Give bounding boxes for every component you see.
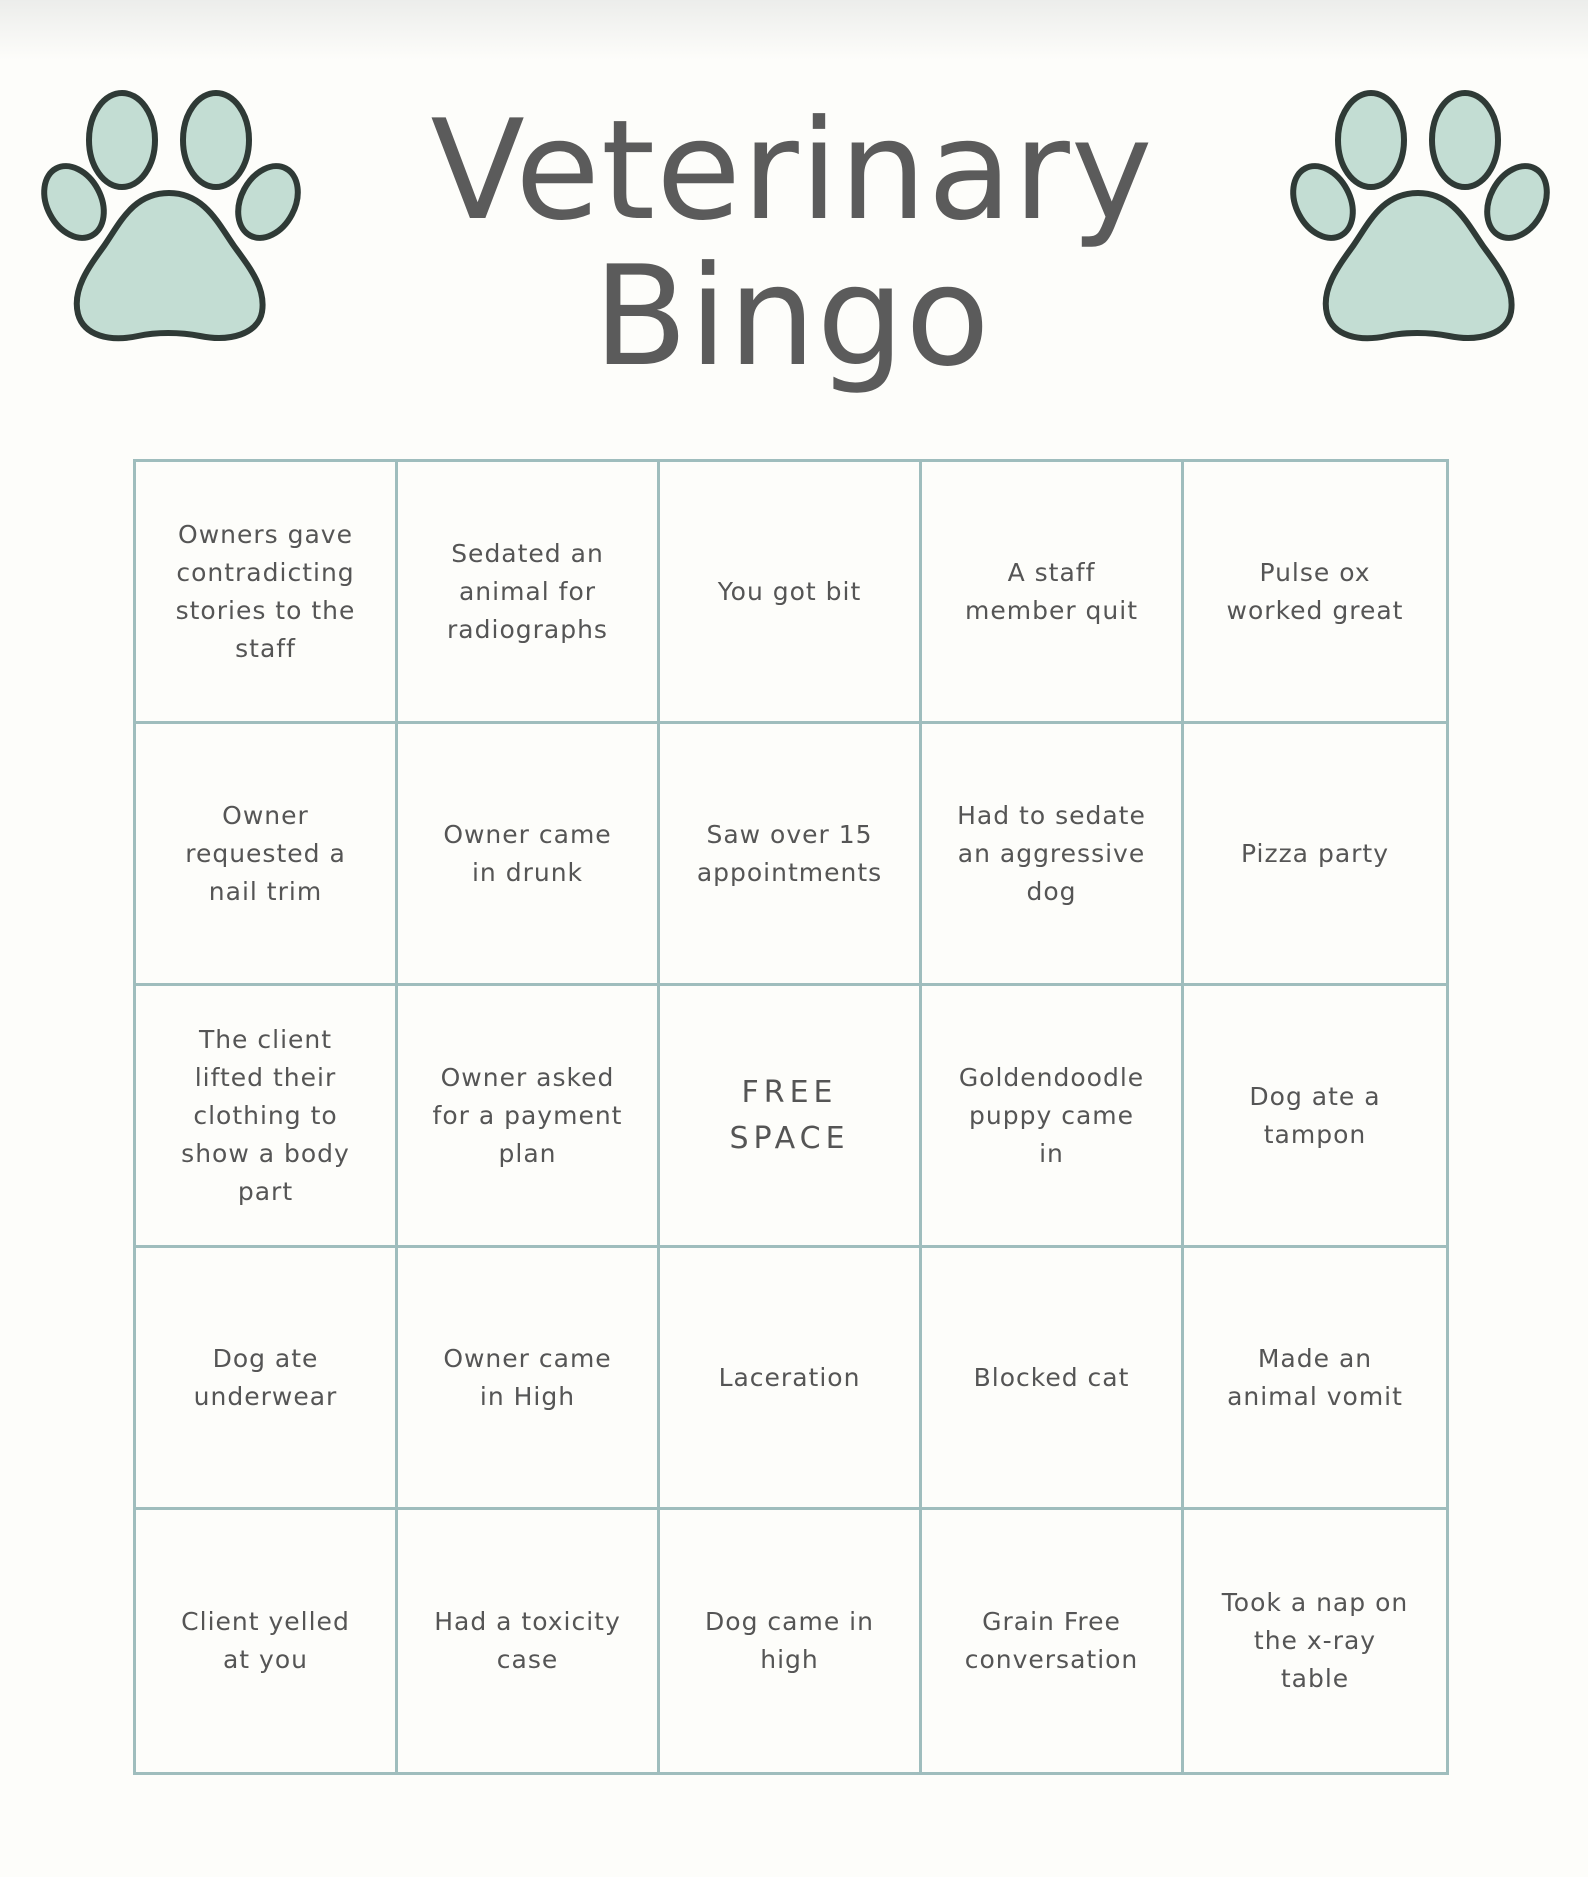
- bingo-cell-text: Laceration: [718, 1362, 861, 1392]
- bingo-cell[interactable]: [398, 724, 660, 986]
- bingo-cell-text: Sedated an animal for radiographs: [447, 538, 608, 644]
- bingo-cell-text: Owner requested a nail trim: [185, 800, 346, 906]
- page-title-line-1: Veterinary: [430, 90, 1154, 251]
- bingo-free-space[interactable]: [660, 986, 922, 1248]
- bingo-cell[interactable]: [1184, 724, 1446, 986]
- bingo-cell[interactable]: [1184, 1510, 1446, 1772]
- bingo-cell[interactable]: [136, 986, 398, 1248]
- bingo-cell-text: Owners gave contradicting stories to the staff: [175, 519, 356, 663]
- bingo-cell[interactable]: [922, 1248, 1184, 1510]
- bingo-cell-text: A staff member quit: [964, 557, 1139, 625]
- bingo-cell-text: Client yelled at you: [181, 1607, 350, 1674]
- bingo-cell[interactable]: [136, 1248, 398, 1510]
- bingo-cell[interactable]: [398, 986, 660, 1248]
- bingo-cell[interactable]: [660, 1510, 922, 1772]
- bingo-cell-text: Pizza party: [1240, 838, 1390, 868]
- bingo-cell-text: Owner asked for a payment plan: [432, 1062, 623, 1168]
- bingo-cell-text: Grain Free conversation: [964, 1607, 1139, 1674]
- bingo-cell[interactable]: [1184, 986, 1446, 1248]
- bingo-cell[interactable]: [922, 724, 1184, 986]
- bingo-cell[interactable]: [922, 986, 1184, 1248]
- bingo-cell[interactable]: [922, 462, 1184, 724]
- bingo-cell[interactable]: [660, 462, 922, 724]
- free-space-text: FREE SPACE: [729, 1074, 850, 1156]
- bingo-cell[interactable]: [136, 462, 398, 724]
- top-shade: [0, 0, 1588, 60]
- bingo-cell-text: Owner came in High: [443, 1343, 612, 1411]
- bingo-cell-text: Dog ate a tampon: [1249, 1081, 1381, 1149]
- bingo-cell[interactable]: [398, 462, 660, 724]
- bingo-cell[interactable]: [660, 724, 922, 986]
- bingo-cell-text: You got bit: [717, 576, 862, 606]
- bingo-cell-text: Had to sedate an aggressive dog: [957, 800, 1146, 906]
- page-title-line-2: Bingo: [593, 236, 991, 397]
- bingo-cell-text: Dog ate underwear: [193, 1343, 338, 1411]
- bingo-cell[interactable]: [398, 1510, 660, 1772]
- bingo-cell[interactable]: [1184, 1248, 1446, 1510]
- bingo-cell[interactable]: [398, 1248, 660, 1510]
- bingo-board: [133, 459, 1449, 1775]
- bingo-cell[interactable]: [136, 1510, 398, 1772]
- bingo-cell-text: Saw over 15 appointments: [696, 819, 883, 887]
- bingo-cell[interactable]: [1184, 462, 1446, 724]
- bingo-cell-text: Dog came in high: [705, 1607, 874, 1674]
- bingo-cell-text: Owner came in drunk: [443, 819, 612, 887]
- bingo-cell[interactable]: [660, 1248, 922, 1510]
- bingo-cell-text: Took a nap on the x-ray table: [1221, 1588, 1409, 1693]
- bingo-cell-text: Blocked cat: [973, 1362, 1130, 1392]
- bingo-cell-text: Pulse ox worked great: [1226, 557, 1404, 625]
- bingo-cell[interactable]: [136, 724, 398, 986]
- bingo-cell-text: Made an animal vomit: [1227, 1343, 1403, 1411]
- bingo-cell[interactable]: [922, 1510, 1184, 1772]
- bingo-cell-text: The client lifted their clothing to show a body part: [181, 1024, 350, 1206]
- bingo-cell-text: Had a toxicity case: [434, 1607, 621, 1674]
- bingo-cell-text: Goldendoodle puppy came in: [958, 1062, 1145, 1168]
